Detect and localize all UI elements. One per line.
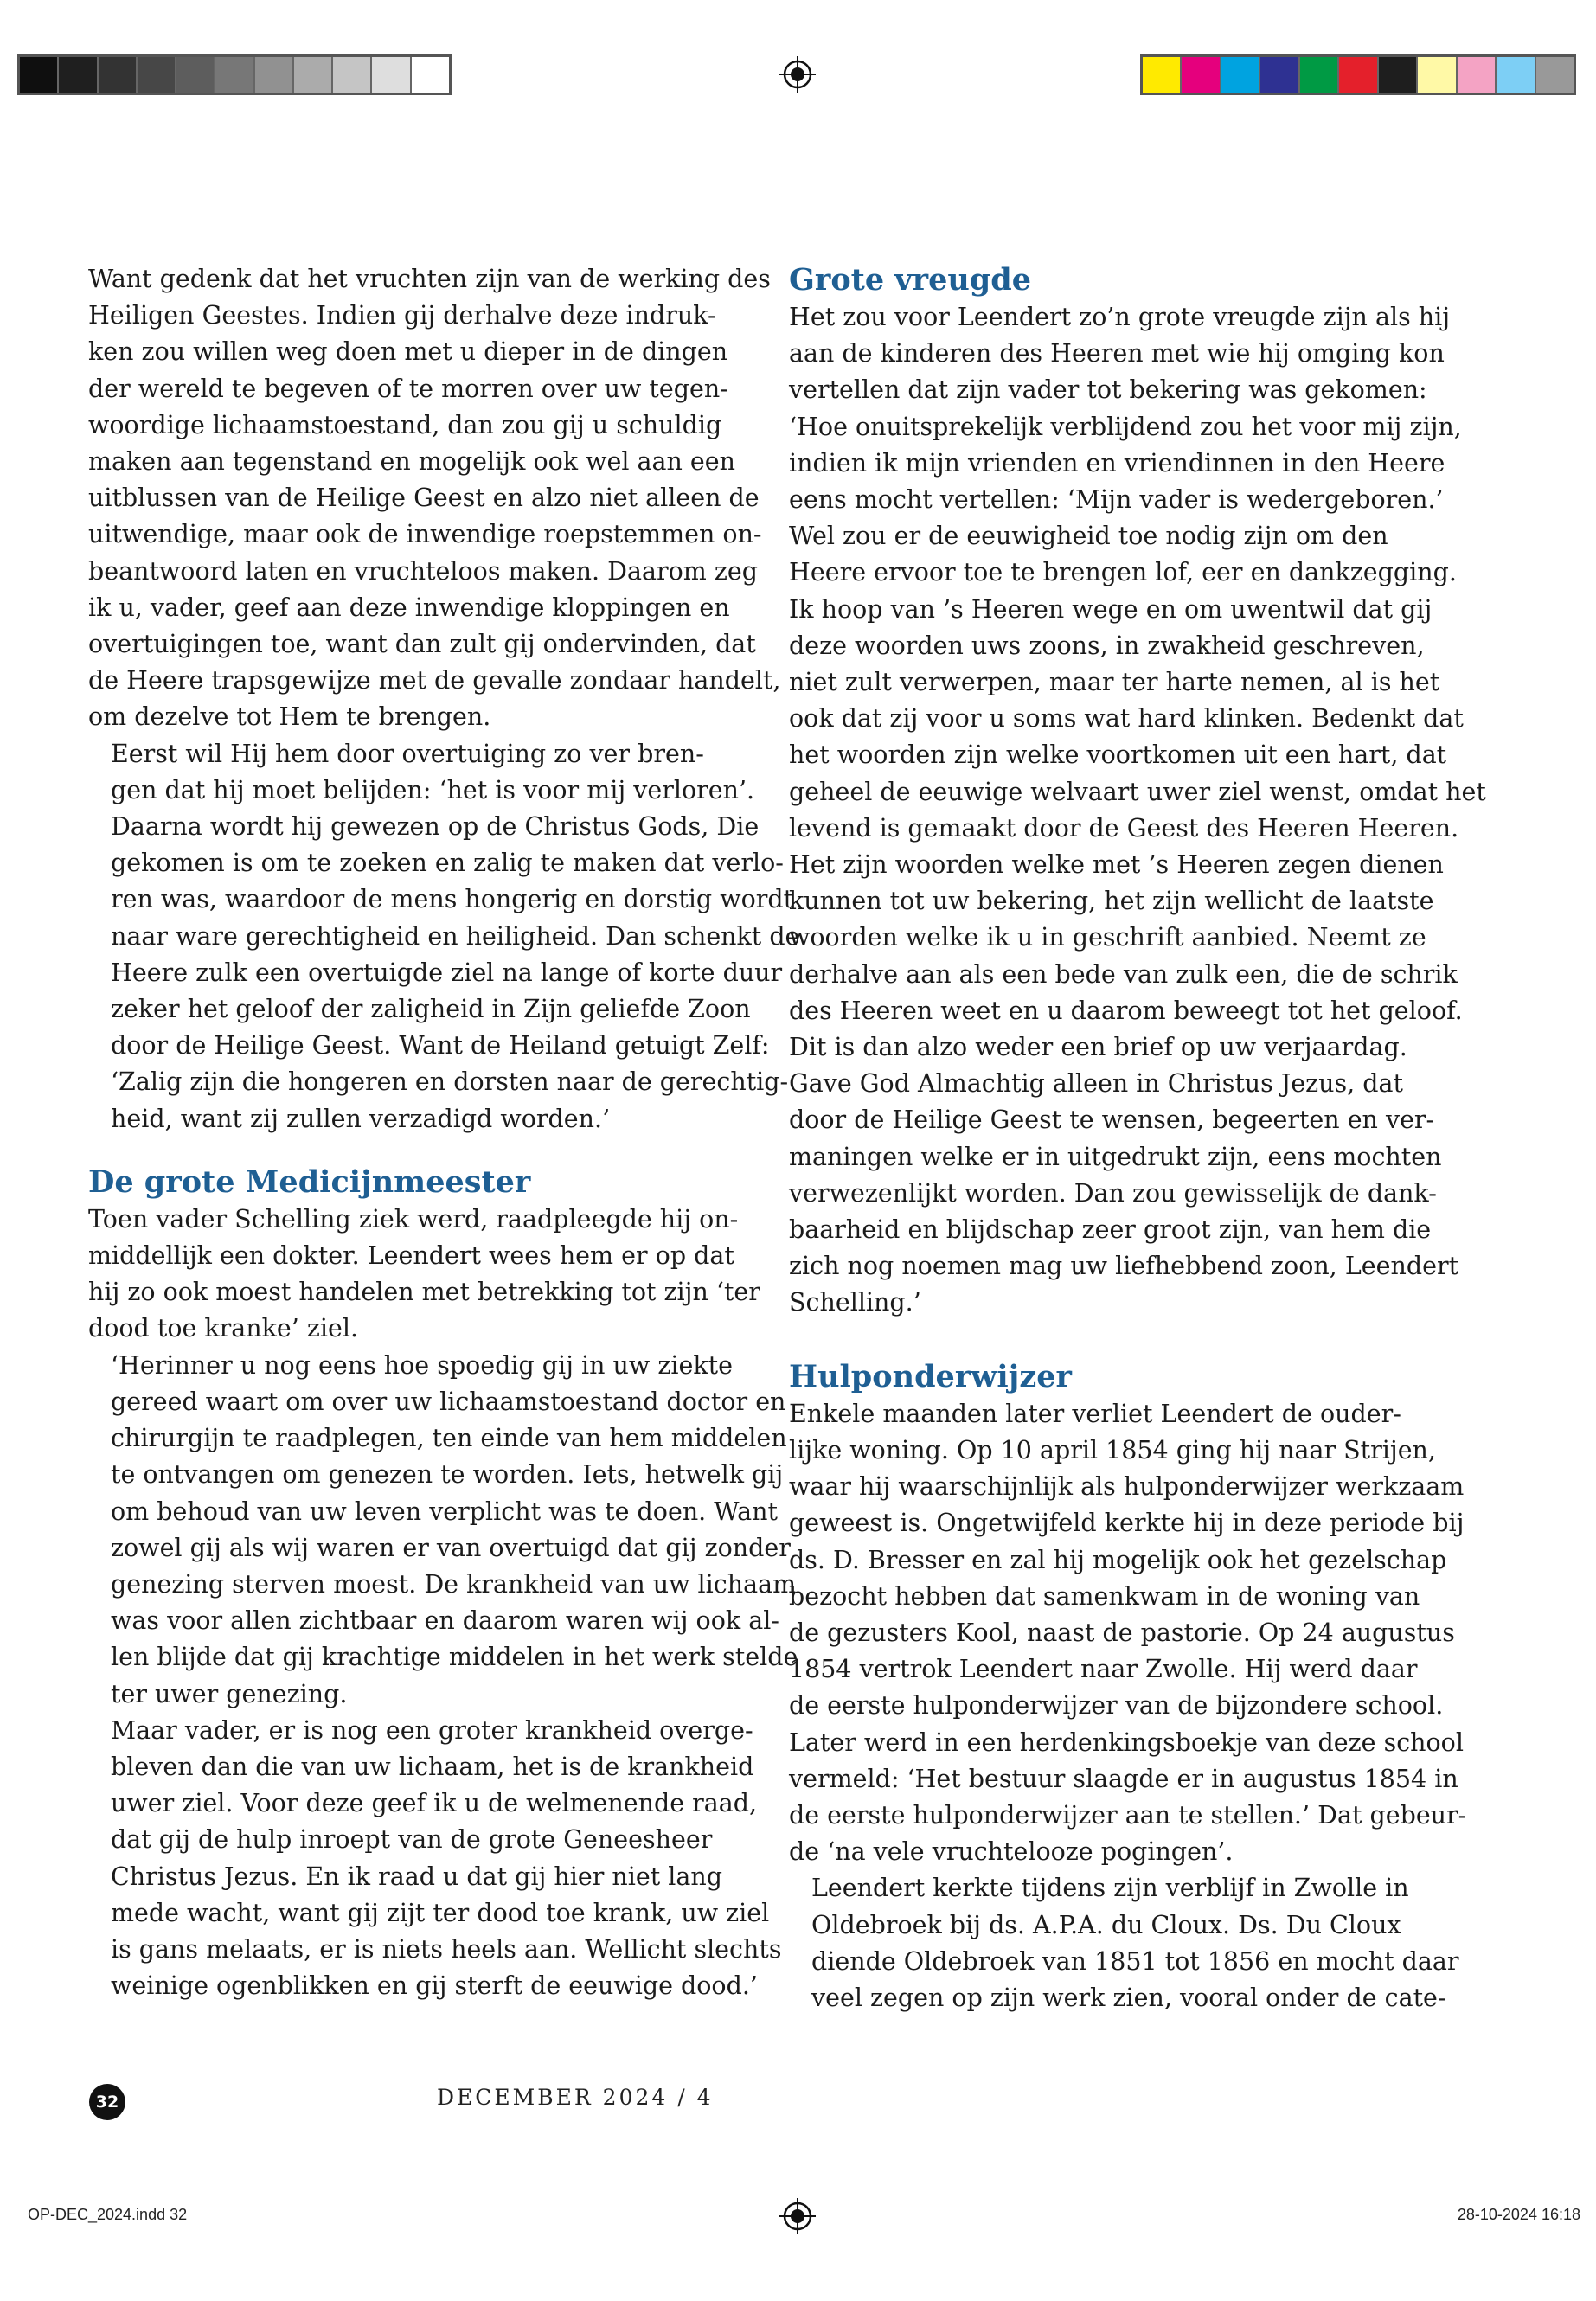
text-line: chirurgijn te raadplegen, ten einde van hem middelen (111, 1424, 787, 1453)
section-heading-medicijnmeester: De grote Medicijnmeester (88, 1163, 531, 1200)
color-swatch (1221, 57, 1260, 93)
slug-datetime: 28-10-2024 16:18 (1457, 2206, 1580, 2223)
text-line: eens mocht vertellen: ‘Mijn vader is wedergeboren.’ (789, 485, 1444, 515)
text-line: Leendert kerkte tijdens zijn verblijf in Zwolle in (811, 1874, 1409, 1903)
text-line: 1854 vertrok Leendert naar Zwolle. Hij werd daar (789, 1655, 1418, 1684)
text-line: om behoud van uw leven verplicht was te doen. Want (111, 1497, 778, 1526)
text-line: zeker het geloof der zaligheid in Zijn geliefde Zoon (111, 995, 751, 1024)
text-line: verwezenlijkt worden. Dan zou gewisselijk de dank- (789, 1178, 1437, 1208)
text-line: uwer ziel. Voor deze geef ik u de welmenende raad, (111, 1789, 758, 1818)
text-line: Later werd in een herdenkingsboekje van deze school (789, 1727, 1464, 1757)
text-line: ter uwer genezing. (111, 1679, 348, 1708)
paragraph (789, 1396, 1467, 1871)
registration-mark-icon (779, 56, 816, 93)
text-line: Heiligen Geestes. Indien gij derhalve deze indruk- (88, 301, 716, 330)
text-line: derhalve aan als een bede van zulk een, die de schrik (789, 959, 1458, 989)
text-line: zowel gij als wij waren er van overtuigd dat gij zonder (111, 1533, 791, 1562)
text-line: is gans melaats, er is niets heels aan. Wellicht slechts (111, 1934, 782, 1964)
text-line: door de Heilige Geest te wensen, begeerten en ver- (789, 1106, 1435, 1135)
text-line: heid, want zij zullen verzadigd worden.’ (111, 1104, 611, 1133)
text-line: aan de kinderen des Heeren met wie hij omging kon (789, 339, 1445, 369)
text-line: vertellen dat zijn vader tot bekering was gekomen: (789, 375, 1427, 405)
text-line: Ik hoop van ’s Heeren wege en om uwentwil dat gij (789, 594, 1433, 624)
paragraph (88, 736, 800, 1138)
text-line: het woorden zijn welke voortkomen uit een hart, dat (789, 740, 1447, 770)
slug-filename: OP-DEC_2024.indd 32 (28, 2206, 188, 2223)
text-line: Wel zou er de eeuwigheid toe nodig zijn om den (789, 522, 1388, 551)
text-line: waar hij waarschijnlijk als hulponderwijzer werkzaam (789, 1472, 1465, 1502)
text-line: Heere ervoor toe te brengen lof, eer en dankzegging. (789, 558, 1457, 587)
text-line: lijke woning. Op 10 april 1854 ging hij naar Strijen, (789, 1435, 1436, 1465)
paragraph (88, 1713, 782, 2005)
text-line: door de Heilige Geest. Want de Heiland getuigt Zelf: (111, 1031, 770, 1061)
color-swatch (215, 57, 254, 93)
text-line: gereed waart om over uw lichaamstoestand doctor en (111, 1387, 786, 1416)
text-line: geheel de eeuwige welvaart uwer ziel wenst, omdat het (789, 777, 1486, 806)
text-line: ook dat zij voor u soms wat hard klinken. Bedenkt dat (789, 704, 1464, 734)
text-line: maningen welke er in uitgedrukt zijn, eens mochten (789, 1142, 1442, 1171)
text-line: des Heeren weet en u daarom beweegt tot het geloof. (789, 996, 1463, 1025)
color-swatch (99, 57, 138, 93)
text-line: levend is gemaakt door de Geest des Heeren Heeren. (789, 813, 1459, 843)
color-swatch (1143, 57, 1182, 93)
color-swatch (1260, 57, 1299, 93)
registration-mark-icon (779, 2198, 816, 2234)
text-line: uitwendige, maar ook de inwendige roepstemmen on- (88, 520, 762, 549)
text-line: Want gedenk dat het vruchten zijn van de werking des (88, 265, 771, 293)
text-line: Maar vader, er is nog een groter krankheid overge- (111, 1715, 753, 1745)
text-line: Daarna wordt hij gewezen op de Christus Gods, Die (111, 812, 760, 842)
text-line: ren was, waardoor de mens hongerig en dorstig wordt (111, 885, 794, 914)
text-line: ken zou willen weg doen met u dieper in de dingen (88, 337, 728, 367)
color-swatch (1418, 57, 1457, 93)
color-swatch (20, 57, 59, 93)
text-line: gen dat hij moet belijden: ‘het is voor mij verloren’. (111, 775, 755, 804)
section-heading-hulponderwijzer: Hulponderwijzer (789, 1358, 1072, 1394)
color-swatch (1536, 57, 1574, 93)
color-swatch (138, 57, 176, 93)
color-swatch (1379, 57, 1418, 93)
text-line: mede wacht, want gij zijt ter dood toe krank, uw ziel (111, 1898, 770, 1927)
text-line: uitblussen van de Heilige Geest en alzo niet alleen de (88, 484, 760, 513)
text-line: ‘Zalig zijn die hongeren en dorsten naar de gerechtig- (111, 1067, 789, 1097)
paragraph (88, 261, 781, 736)
text-line: zich nog noemen mag uw liefhebbend zoon, Leendert (789, 1252, 1459, 1281)
text-line: Dit is dan alzo weder een brief op uw verjaardag. (789, 1033, 1407, 1062)
text-line: kunnen tot uw bekering, het zijn wellicht de laatste (789, 887, 1434, 916)
right-text-column (789, 261, 1486, 2016)
grayscale-color-bar (17, 54, 452, 95)
text-line: Oldebroek bij ds. A.P.A. du Cloux. Ds. Du Cloux (811, 1910, 1401, 1939)
issue-label: DECEMBER 2024 / 4 (437, 2085, 714, 2110)
process-color-bar (1140, 54, 1576, 95)
text-line: ‘Herinner u nog eens hoe spoedig gij in uw ziekte (111, 1350, 733, 1380)
text-line: vermeld: ‘Het bestuur slaagde er in augustus 1854 in (789, 1764, 1458, 1793)
text-line: de Heere trapsgewijze met de gevalle zondaar handelt, (88, 666, 781, 695)
text-line: genezing sterven moest. De krankheid van uw lichaam (111, 1569, 797, 1599)
text-line: om dezelve tot Hem te brengen. (88, 702, 491, 732)
text-line: Christus Jezus. En ik raad u dat gij hier niet lang (111, 1862, 722, 1891)
text-line: bezocht hebben dat samenkwam in de woning van (789, 1581, 1420, 1611)
color-swatch (255, 57, 294, 93)
text-line: hij zo ook moest handelen met betrekking tot zijn ‘ter (88, 1278, 760, 1307)
color-swatch (1458, 57, 1497, 93)
text-line: diende Oldebroek van 1851 tot 1856 en mocht daar (811, 1946, 1459, 1976)
text-line: middellijk een dokter. Leendert wees hem er op dat (88, 1241, 734, 1271)
text-line: ‘Hoe onuitsprekelijk verblijdend zou het voor mij zijn, (789, 412, 1462, 441)
text-line: indien ik mijn vrienden en vriendinnen in den Heere (789, 448, 1445, 478)
text-line: weinige ogenblikken en gij sterft de eeuwige dood.’ (111, 1971, 758, 2001)
paragraph (789, 299, 1486, 1322)
text-line: dat gij de hulp inroept van de grote Geneesheer (111, 1825, 713, 1855)
text-line: de eerste hulponderwijzer aan te stellen.’ Dat gebeur- (789, 1800, 1467, 1830)
text-line: Het zijn woorden welke met ’s Heeren zegen dienen (789, 850, 1444, 880)
color-swatch (1182, 57, 1221, 93)
color-swatch (372, 57, 411, 93)
text-line: deze woorden uws zoons, in zwakheid geschreven, (789, 631, 1425, 660)
paragraph (789, 1870, 1459, 2016)
text-line: de ‘na vele vruchtelooze pogingen’. (789, 1837, 1234, 1867)
text-line: baarheid en blijdschap zeer groot zijn, van hem die (789, 1215, 1432, 1245)
text-line: Gave God Almachtig alleen in Christus Jezus, dat (789, 1069, 1403, 1099)
text-line: len blijde dat gij krachtige middelen in het werk stelde (111, 1643, 798, 1672)
text-line: Toen vader Schelling ziek werd, raadpleegde hij on- (88, 1204, 739, 1234)
text-line: gekomen is om te zoeken en zalig te maken dat verlo- (111, 849, 784, 878)
text-line: der wereld te begeven of te morren over uw tegen- (88, 374, 728, 403)
text-line: ds. D. Bresser en zal hij mogelijk ook het gezelschap (789, 1545, 1447, 1574)
color-swatch (1339, 57, 1378, 93)
paragraph (88, 1202, 760, 1348)
text-line: Het zou voor Leendert zo’n grote vreugde zijn als hij (789, 303, 1451, 331)
paragraph (88, 1348, 798, 1713)
section-heading-grote-vreugde: Grote vreugde (789, 262, 1031, 298)
color-swatch (412, 57, 449, 93)
text-line: was voor allen zichtbaar en daarom waren wij ook al- (111, 1606, 779, 1636)
text-line: overtuigingen toe, want dan zult gij ondervinden, dat (88, 630, 756, 659)
text-line: niet zult verwerpen, maar ter harte nemen, al is het (789, 668, 1440, 697)
text-line: te ontvangen om genezen te worden. Iets, hetwelk gij (111, 1460, 784, 1490)
page-number: 32 (89, 2084, 125, 2120)
text-line: dood toe kranke’ ziel. (88, 1314, 359, 1343)
text-line: Heere zulk een overtuigde ziel na lange of korte duur (111, 958, 783, 987)
text-line: de eerste hulponderwijzer van de bijzondere school. (789, 1691, 1444, 1721)
color-swatch (176, 57, 215, 93)
text-line: woordige lichaamstoestand, dan zou gij u schuldig (88, 410, 722, 439)
text-line: bleven dan die van uw lichaam, het is de krankheid (111, 1752, 754, 1781)
text-line: woorden welke ik u in geschrift aanbied. Neemt ze (789, 923, 1426, 952)
text-line: geweest is. Ongetwijfeld kerkte hij in deze periode bij (789, 1509, 1465, 1538)
color-swatch (1300, 57, 1339, 93)
color-swatch (294, 57, 333, 93)
color-swatch (59, 57, 98, 93)
text-line: naar ware gerechtigheid en heiligheid. Dan schenkt de (111, 921, 800, 951)
text-line: de gezusters Kool, naast de pastorie. Op 24 augustus (789, 1618, 1455, 1647)
text-line: Schelling.’ (789, 1288, 921, 1317)
text-line: beantwoord laten en vruchteloos maken. Daarom zeg (88, 556, 758, 586)
color-swatch (1497, 57, 1535, 93)
text-line: maken aan tegenstand en mogelijk ook wel aan een (88, 447, 736, 477)
text-line: veel zegen op zijn werk zien, vooral onder de cate- (811, 1983, 1446, 2012)
text-line: Enkele maanden later verliet Leendert de ouder- (789, 1399, 1401, 1428)
color-swatch (333, 57, 372, 93)
text-line: Eerst wil Hij hem door overtuiging zo ver bren- (111, 739, 704, 768)
text-line: ik u, vader, geef aan deze inwendige kloppingen en (88, 593, 730, 622)
left-text-column (88, 261, 800, 2004)
